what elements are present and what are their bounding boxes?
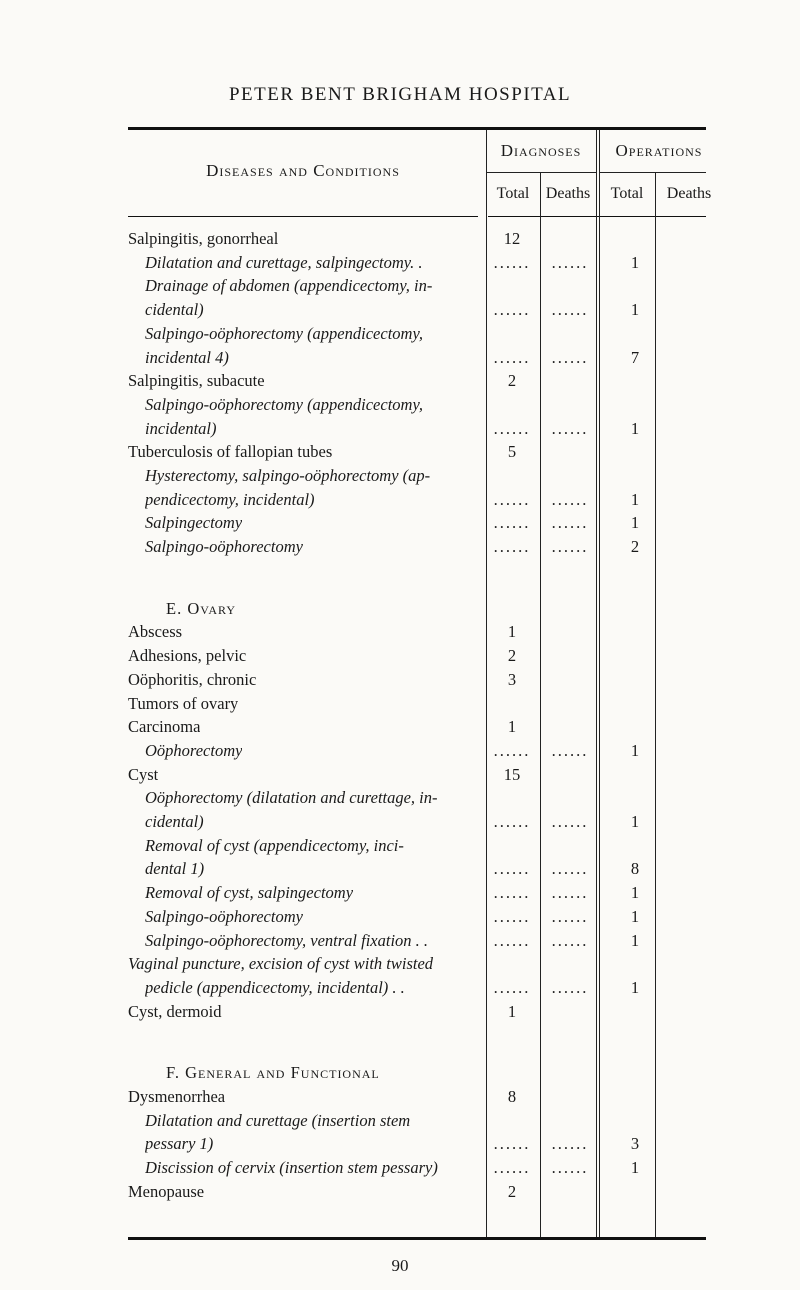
row-label: Salpingo-oöphorectomy, ventral fixation . .	[145, 930, 429, 950]
op-total-cell: 1	[630, 300, 640, 320]
header-diagnoses: Diagnoses	[500, 141, 582, 160]
diag-total-cell: 2	[507, 371, 517, 391]
op-total-cell: 1	[630, 1158, 640, 1177]
bottom-rule	[128, 1237, 706, 1240]
section-heading: E. Ovary	[166, 598, 237, 618]
row-label: incidental 4)	[145, 347, 229, 367]
diag-total-cell: 1	[507, 622, 517, 642]
table-row	[128, 835, 728, 857]
diag-total-cell: ......	[493, 300, 531, 320]
table-row	[128, 811, 728, 833]
diag-total-cell: 1	[507, 717, 517, 737]
table-row	[128, 1133, 728, 1155]
op-total-cell: 1	[630, 977, 640, 997]
header-operations: Operations	[615, 141, 703, 160]
diag-total-cell: ......	[493, 930, 531, 950]
diag-deaths-cell: ......	[551, 347, 589, 367]
op-total-cell: 1	[630, 489, 640, 509]
table-row	[128, 228, 728, 250]
table-row	[128, 512, 728, 534]
table-row	[128, 441, 728, 463]
diag-deaths-cell: ......	[551, 513, 589, 533]
diag-total-cell: 2	[507, 646, 517, 666]
diag-deaths-cell: ......	[551, 977, 589, 997]
table-row	[128, 882, 728, 904]
row-label: Adhesions, pelvic	[128, 646, 247, 666]
op-total-cell: 1	[630, 418, 640, 438]
table-row	[128, 1181, 728, 1203]
op-total-cell: 8	[630, 859, 640, 879]
diag-deaths-cell: ......	[551, 300, 589, 320]
row-label: Salpingo-oöphorectomy	[145, 906, 303, 926]
op-total-cell: 1	[630, 513, 640, 533]
row-label: Oöphorectomy	[145, 740, 243, 760]
table-row	[128, 977, 728, 999]
diag-deaths-cell: ......	[551, 252, 589, 272]
ops-subheader-rule	[599, 172, 706, 173]
row-label: Vaginal puncture, excision of cyst with twisted	[128, 954, 434, 974]
page-number: 90	[391, 1256, 409, 1275]
diag-total-cell: 8	[507, 1086, 517, 1106]
diag-total-cell: 12	[503, 229, 521, 248]
op-total-cell: 1	[630, 252, 640, 272]
header-rule-left	[128, 216, 478, 217]
row-label: Carcinoma	[128, 717, 201, 737]
row-label: cidental)	[145, 812, 204, 831]
op-total-cell: 3	[630, 1134, 640, 1154]
table-row	[128, 347, 728, 369]
diag-deaths-cell: ......	[551, 930, 589, 950]
table-row	[128, 930, 728, 952]
table-row	[128, 953, 728, 975]
table-row	[128, 906, 728, 928]
table-row	[128, 275, 728, 297]
table-row	[128, 418, 728, 440]
header-diag-deaths: Deaths	[545, 185, 591, 202]
row-label: Menopause	[128, 1181, 205, 1201]
row-label: Removal of cyst (appendicectomy, inci-	[145, 835, 404, 855]
diag-total-cell: ......	[493, 812, 531, 831]
diag-deaths-cell: ......	[551, 740, 589, 760]
row-label: Salpingitis, gonorrheal	[128, 229, 279, 248]
diag-deaths-cell: ......	[551, 859, 589, 879]
table-row	[128, 764, 728, 786]
row-label: Hysterectomy, salpingo-oöphorectomy (ap-	[145, 466, 431, 485]
op-total-cell: 2	[630, 537, 640, 557]
row-label: Dilatation and curettage (insertion stem	[145, 1110, 411, 1130]
op-total-cell: 1	[630, 740, 640, 760]
header-diseases: Diseases and Conditions	[206, 161, 400, 180]
row-label: Salpingo-oöphorectomy	[145, 537, 303, 557]
op-total-cell: 1	[630, 883, 640, 903]
row-label: cidental)	[145, 300, 204, 320]
row-label: Abscess	[128, 622, 183, 642]
header-op-deaths: Deaths	[666, 185, 712, 202]
table-row	[128, 621, 728, 643]
diag-total-cell: ......	[493, 537, 531, 557]
diag-total-cell: ......	[493, 418, 531, 438]
row-label: Salpingectomy	[145, 513, 243, 533]
row-label: Tumors of ovary	[128, 693, 239, 713]
op-total-cell: 1	[630, 930, 640, 950]
diag-deaths-cell: ......	[551, 537, 589, 557]
diag-total-cell: 5	[507, 442, 517, 462]
row-label: Cyst, dermoid	[128, 1001, 222, 1021]
table-row	[128, 1157, 728, 1179]
table-row	[128, 1110, 728, 1132]
row-label: pedicle (appendicectomy, incidental) . .	[145, 977, 405, 997]
section-heading: F. General and Functional	[166, 1063, 380, 1083]
diag-total-cell: 3	[507, 669, 517, 689]
diag-total-cell: ......	[493, 859, 531, 879]
row-label: Salpingo-oöphorectomy (appendicectomy,	[145, 394, 423, 414]
table-row	[128, 645, 728, 667]
running-header: PETER BENT BRIGHAM HOSPITAL	[228, 84, 572, 105]
row-label: Oöphorectomy (dilatation and curettage, in-	[145, 788, 438, 808]
header-rule-right	[488, 216, 706, 217]
diag-deaths-cell: ......	[551, 489, 589, 509]
table-row	[128, 394, 728, 416]
row-label: incidental)	[145, 418, 217, 438]
table-row	[128, 1086, 728, 1108]
diag-total-cell: 1	[507, 1001, 517, 1021]
diag-total-cell: ......	[493, 977, 531, 997]
diag-deaths-cell: ......	[551, 418, 589, 438]
table-row	[128, 858, 728, 880]
row-label: pendicectomy, incidental)	[145, 489, 315, 509]
header-op-total: Total	[610, 185, 644, 202]
row-label: pessary 1)	[145, 1134, 214, 1154]
row-label: Tuberculosis of fallopian tubes	[128, 442, 333, 462]
table-row	[128, 252, 728, 274]
diag-deaths-cell: ......	[551, 883, 589, 903]
table-row	[128, 787, 728, 809]
row-label: dental 1)	[145, 859, 205, 879]
table-row	[128, 693, 728, 715]
diag-deaths-cell: ......	[551, 1134, 589, 1154]
op-total-cell: 7	[630, 347, 640, 367]
diag-subheader-rule	[486, 172, 596, 173]
table-row	[128, 598, 728, 620]
diag-total-cell: ......	[493, 906, 531, 926]
diag-deaths-cell: ......	[551, 906, 589, 926]
top-rule	[128, 127, 706, 130]
diag-total-cell: 2	[507, 1181, 517, 1201]
row-label: Removal of cyst, salpingectomy	[145, 883, 354, 903]
diag-total-cell: ......	[493, 740, 531, 760]
row-label: Cyst	[128, 764, 159, 784]
diag-total-cell: ......	[493, 252, 531, 272]
table-row	[128, 669, 728, 691]
row-label: Salpingo-oöphorectomy (appendicectomy,	[145, 323, 423, 343]
diag-total-cell: 15	[503, 764, 521, 784]
table-row	[128, 1001, 728, 1023]
diag-total-cell: ......	[493, 1134, 531, 1154]
table-row	[128, 370, 728, 392]
op-total-cell: 1	[630, 906, 640, 926]
diag-deaths-cell: ......	[551, 1158, 589, 1177]
diag-total-cell: ......	[493, 489, 531, 509]
diag-total-cell: ......	[493, 513, 531, 533]
diag-total-cell: ......	[493, 1158, 531, 1177]
table-row	[128, 489, 728, 511]
row-label: Discission of cervix (insertion stem pessary)	[145, 1158, 438, 1177]
table-row	[128, 740, 728, 762]
table-row	[128, 1024, 728, 1046]
table-row	[128, 299, 728, 321]
diag-total-cell: ......	[493, 347, 531, 367]
table-row	[128, 465, 728, 487]
diag-total-cell: ......	[493, 883, 531, 903]
diag-deaths-cell: ......	[551, 812, 589, 831]
header-diag-total: Total	[496, 185, 530, 202]
table-row	[128, 323, 728, 345]
row-label: Dilatation and curettage, salpingectomy. .	[145, 252, 423, 272]
table-row	[128, 536, 728, 558]
table-row	[128, 1062, 728, 1084]
table-row	[128, 560, 728, 582]
row-label: Salpingitis, subacute	[128, 371, 265, 391]
table-row	[128, 716, 728, 738]
row-label: Dysmenorrhea	[128, 1086, 226, 1106]
op-total-cell: 1	[630, 812, 640, 831]
row-label: Oöphoritis, chronic	[128, 669, 257, 689]
row-label: Drainage of abdomen (appendicectomy, in-	[145, 276, 433, 296]
